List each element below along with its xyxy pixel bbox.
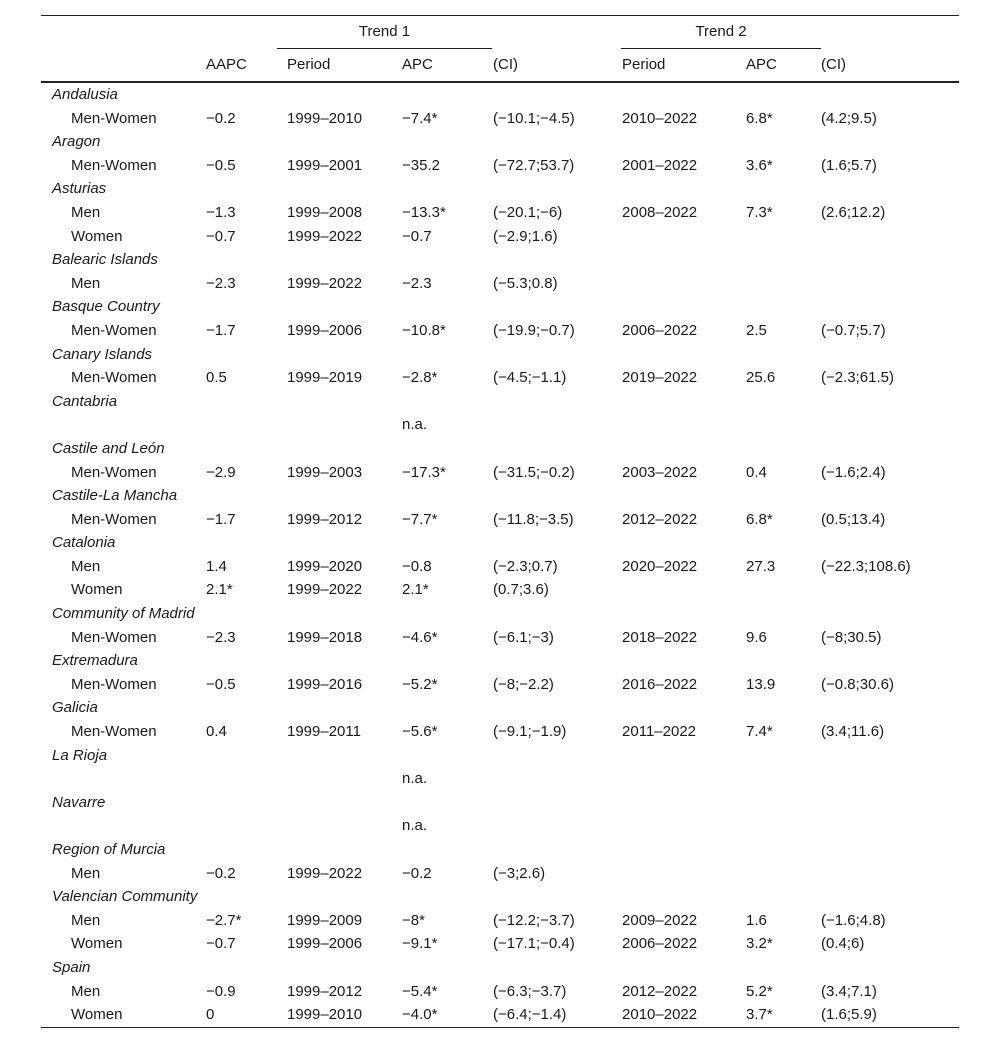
cell-group: Men-Women (71, 463, 157, 481)
cell-apc-2: 6.8* (746, 109, 773, 127)
col-header-aapc: AAPC (196, 49, 277, 82)
cell-apc-1: −9.1* (402, 935, 438, 953)
cell-apc-2: 7.4* (746, 723, 773, 741)
column-header-row (41, 49, 959, 82)
cell-aapc: 2.1* (206, 581, 233, 599)
cell-group (41, 413, 196, 437)
cell-apc-2: 6.8* (746, 510, 773, 528)
cell-ci-2 (821, 578, 959, 602)
cell-period-2: 2016–2022 (622, 675, 698, 693)
cell-period-2 (621, 413, 746, 437)
cell-apc-2: 3.7* (746, 1003, 821, 1027)
cell-period-2: 2019–2022 (622, 369, 698, 387)
cell-period-1: 1999–2006 (287, 321, 363, 339)
region-label: Navarre (52, 793, 106, 811)
region-row (41, 696, 959, 720)
cell-period-1 (277, 413, 402, 437)
cell-apc-1: −2.3 (402, 274, 432, 292)
cell-ci-2 (821, 862, 959, 886)
cell-group: Men (71, 557, 101, 575)
cell-ci-2 (821, 413, 959, 437)
cell-aapc: −0.5 (206, 156, 236, 174)
col-header-apc-2: APC (746, 49, 821, 82)
cell-period-2: 2020–2022 (622, 557, 698, 575)
cell-apc-1: −0.8 (402, 557, 432, 575)
cell-apc-1: −7.7* (402, 510, 438, 528)
region-row (41, 295, 959, 319)
cell-ci-2 (821, 225, 959, 249)
cell-apc-1: −4.0* (402, 1003, 492, 1027)
cell-group: Men (71, 911, 101, 929)
region-row (41, 130, 959, 154)
cell-ci-2: (4.2;9.5) (821, 109, 877, 127)
cell-period-2 (621, 814, 746, 838)
cell-ci-1: (−19.9;−0.7) (493, 321, 575, 339)
cell-apc-2 (746, 413, 821, 437)
cell-group: Men-Women (71, 675, 157, 693)
cell-ci-1: (0.7;3.6) (493, 581, 549, 599)
cell-group: Women (71, 227, 123, 245)
cell-ci-2: (3.4;11.6) (821, 723, 885, 741)
table-row (41, 720, 959, 744)
cell-aapc: −0.5 (206, 675, 236, 693)
cell-group: Men-Women (71, 510, 157, 528)
region-row (41, 838, 959, 862)
region-label: Balearic Islands (52, 251, 158, 269)
region-row (41, 437, 959, 461)
cell-group: Men-Women (71, 369, 157, 387)
cell-period-1: 1999–2016 (287, 675, 363, 693)
cell-ci-2: (−2.3;61.5) (821, 369, 894, 387)
table-row (41, 626, 959, 650)
table-row (41, 461, 959, 485)
cell-period-2 (621, 272, 746, 296)
cell-ci-2: (−1.6;4.8) (821, 911, 886, 929)
cell-period-2: 2012–2022 (622, 510, 698, 528)
region-label: Castile-La Mancha (52, 487, 178, 505)
cell-group: Men (71, 864, 101, 882)
cell-ci-2: (−8;30.5) (821, 628, 882, 646)
cell-ci-1: (−12.2;−3.7) (493, 911, 575, 929)
cell-period-2: 2010–2022 (621, 1003, 746, 1027)
cell-period-2: 2012–2022 (622, 982, 698, 1000)
table-row (41, 201, 959, 225)
cell-apc-1: −8* (402, 911, 425, 929)
cell-ci-1: (−8;−2.2) (493, 675, 554, 693)
cell-apc-2: 7.3* (746, 203, 773, 221)
region-row (41, 248, 959, 272)
cell-group: Men-Women (71, 628, 157, 646)
cell-ci-1: (−6.4;−1.4) (492, 1003, 621, 1027)
region-row (41, 484, 959, 508)
region-row (41, 744, 959, 768)
cell-group (41, 767, 196, 791)
cell-period-2: 2006–2022 (622, 935, 698, 953)
region-row (41, 177, 959, 201)
col-header-period-2: Period (621, 49, 746, 82)
cell-aapc: −0.7 (206, 227, 236, 245)
col-header-ci-2: (CI) (821, 49, 959, 82)
table-row (41, 862, 959, 886)
cell-aapc: 1.4 (206, 557, 227, 575)
region-row (41, 649, 959, 673)
cell-period-2 (621, 767, 746, 791)
cell-aapc: −0.2 (206, 864, 236, 882)
cell-aapc: −1.7 (206, 321, 236, 339)
cell-apc-2: 3.2* (746, 935, 773, 953)
cell-apc-1: −2.8* (402, 369, 438, 387)
cell-ci-1: (−11.8;−3.5) (493, 510, 574, 528)
table-row (41, 555, 959, 579)
cell-apc-1: −10.8* (402, 321, 446, 339)
table-row (41, 909, 959, 933)
table-body (41, 82, 959, 1027)
table-row (41, 932, 959, 956)
cell-apc-1: −5.6* (402, 723, 438, 741)
table-row (41, 1003, 959, 1027)
region-row (41, 343, 959, 367)
cell-apc-2: 2.5 (746, 321, 767, 339)
col-header-label (41, 49, 196, 82)
cell-apc-2: 25.6 (746, 369, 776, 387)
cell-period-2: 2009–2022 (622, 911, 698, 929)
cell-aapc: −2.9 (206, 463, 236, 481)
cell-ci-2: (2.6;12.2) (821, 203, 886, 221)
cell-apc-2 (746, 814, 821, 838)
cell-period-1: 1999–2022 (287, 227, 363, 245)
cell-ci-1: (−3;2.6) (493, 864, 546, 882)
cell-period-1: 1999–2012 (287, 982, 363, 1000)
cell-aapc: −2.3 (206, 274, 236, 292)
region-label: Region of Murcia (52, 841, 166, 858)
cell-apc-2: 3.6* (746, 156, 773, 174)
cell-period-1: 1999–2012 (287, 510, 363, 528)
cell-apc-2 (746, 862, 821, 886)
cell-apc-1: −5.4* (402, 982, 438, 1000)
table-row (41, 508, 959, 532)
table-row (41, 225, 959, 249)
cell-period-1 (277, 814, 402, 838)
cell-aapc: −0.7 (206, 935, 236, 953)
cell-apc-2 (746, 272, 821, 296)
cell-group: Women (71, 581, 123, 599)
cell-group: Men-Women (71, 321, 157, 339)
col-header-apc-1: APC (402, 49, 492, 82)
cell-ci-2 (821, 814, 959, 838)
cell-apc-1: −5.2* (402, 675, 438, 693)
cell-apc-1: n.a. (402, 817, 428, 835)
region-label: Catalonia (52, 534, 116, 552)
cell-ci-2: (3.4;7.1) (821, 982, 877, 1000)
cell-ci-1: (−2.9;1.6) (493, 227, 558, 245)
cell-apc-2: 27.3 (746, 557, 776, 575)
region-label: Cantabria (52, 392, 118, 410)
results-table-container (41, 15, 959, 1028)
cell-aapc: −0.2 (206, 109, 236, 127)
cell-period-1: 1999–2006 (287, 935, 363, 953)
cell-aapc: −2.7* (206, 911, 242, 929)
cell-apc-2 (746, 578, 821, 602)
region-row (41, 956, 959, 980)
region-label: Aragon (52, 133, 101, 151)
table-row (41, 319, 959, 343)
cell-apc-2: 5.2* (746, 982, 773, 1000)
cell-ci-2: (−1.6;2.4) (821, 463, 886, 481)
region-row (41, 602, 959, 626)
cell-aapc: −2.3 (206, 628, 236, 646)
cell-ci-2: (1.6;5.9) (821, 1003, 959, 1027)
region-label: Castile and León (52, 439, 165, 457)
cell-aapc (196, 413, 277, 437)
region-label: Spain (52, 958, 91, 976)
cell-ci-1: (−6.1;−3) (493, 628, 554, 646)
region-label: Canary Islands (52, 345, 153, 363)
table-row (41, 578, 959, 602)
cell-aapc (196, 767, 277, 791)
cell-period-2: 2011–2022 (622, 723, 696, 741)
cell-group: Men (71, 203, 101, 221)
cell-apc-2: 9.6 (746, 628, 767, 646)
cell-ci-1: (−6.3;−3.7) (493, 982, 567, 1000)
cell-period-1: 1999–2018 (287, 628, 363, 646)
table-row (41, 980, 959, 1004)
cell-period-2 (621, 862, 746, 886)
trend1-header: Trend 1 (277, 16, 492, 49)
cell-apc-1: −35.2 (402, 156, 440, 174)
cell-apc-1: n.a. (402, 770, 428, 788)
cell-ci-1: (−10.1;−4.5) (493, 109, 575, 127)
region-label: Galicia (52, 699, 98, 717)
cell-aapc: 0.4 (206, 723, 227, 741)
cell-ci-1: (−20.1;−6) (493, 203, 563, 221)
cell-ci-1: (−17.1;−0.4) (493, 935, 575, 953)
cell-period-1: 1999–2022 (287, 581, 363, 599)
cell-period-2: 2010–2022 (622, 109, 698, 127)
cell-ci-1: (−72.7;53.7) (493, 156, 575, 174)
cell-apc-1: n.a. (402, 416, 428, 434)
cell-apc-1: −0.7 (402, 227, 432, 245)
cell-aapc: −0.9 (206, 982, 236, 1000)
cell-apc-2: 1.6 (746, 911, 767, 929)
cell-period-1: 1999–2022 (287, 274, 363, 292)
cell-ci-2: (0.4;6) (821, 935, 865, 953)
cell-group: Men (71, 982, 101, 1000)
cell-ci-1 (492, 413, 621, 437)
cell-group: Men (71, 274, 101, 292)
cell-ci-2: (0.5;13.4) (821, 510, 886, 528)
cell-group: Men-Women (71, 156, 157, 174)
region-label: Community of Madrid (52, 605, 195, 623)
cell-ci-1: (−9.1;−1.9) (493, 723, 567, 741)
cell-period-2: 2006–2022 (622, 321, 698, 339)
cell-ci-1: (−2.3;0.7) (493, 557, 558, 575)
cell-group (41, 814, 196, 838)
cell-apc-1: −17.3* (402, 463, 446, 481)
cell-ci-1: (−31.5;−0.2) (493, 463, 575, 481)
trend2-header: Trend 2 (621, 16, 821, 49)
cell-aapc: 0 (196, 1003, 277, 1027)
cell-apc-2: 0.4 (746, 463, 767, 481)
region-label: Basque Country (52, 298, 160, 316)
cell-apc-1: −7.4* (402, 109, 438, 127)
region-row (41, 791, 959, 815)
results-table (41, 15, 959, 1028)
cell-period-1: 1999–2001 (287, 156, 363, 174)
cell-aapc: −1.3 (206, 203, 236, 221)
cell-period-2: 2001–2022 (622, 156, 698, 174)
cell-group: Women (41, 1003, 196, 1027)
region-row (41, 885, 959, 909)
cell-ci-2: (−22.3;108.6) (821, 557, 911, 575)
cell-ci-2: (−0.8;30.6) (821, 675, 894, 693)
cell-period-1: 1999–2011 (287, 723, 361, 741)
cell-period-1: 1999–2008 (287, 203, 363, 221)
cell-period-2: 2018–2022 (622, 628, 698, 646)
cell-aapc: −1.7 (206, 510, 236, 528)
trend-header-row (41, 16, 959, 50)
table-row (41, 107, 959, 131)
cell-ci-1 (492, 814, 621, 838)
col-header-period-1: Period (277, 49, 402, 82)
table-row (41, 767, 959, 791)
cell-ci-2 (821, 272, 959, 296)
cell-period-1: 1999–2019 (287, 369, 363, 387)
region-row (41, 390, 959, 414)
cell-ci-1: (−4.5;−1.1) (493, 369, 567, 387)
region-label: Asturias (52, 180, 107, 198)
cell-apc-1: −4.6* (402, 628, 438, 646)
table-row (41, 366, 959, 390)
cell-period-1: 1999–2010 (287, 109, 363, 127)
col-header-ci-1: (CI) (492, 49, 621, 82)
cell-period-2 (621, 578, 746, 602)
cell-aapc (196, 814, 277, 838)
cell-apc-2: 13.9 (746, 675, 776, 693)
cell-period-2 (621, 225, 746, 249)
cell-period-1: 1999–2003 (287, 463, 363, 481)
cell-period-1: 1999–2009 (287, 911, 363, 929)
table-row (41, 413, 959, 437)
cell-period-2: 2008–2022 (622, 203, 698, 221)
region-label: Andalusia (52, 86, 118, 103)
cell-group: Men-Women (71, 109, 157, 127)
cell-period-1: 1999–2022 (287, 864, 363, 882)
cell-aapc: 0.5 (206, 369, 227, 387)
cell-ci-2: (−0.7;5.7) (821, 321, 886, 339)
cell-period-1: 1999–2020 (287, 557, 363, 575)
region-label: Valencian Community (52, 888, 198, 906)
cell-ci-1 (492, 767, 621, 791)
cell-group: Women (71, 935, 123, 953)
cell-ci-1: (−5.3;0.8) (493, 274, 558, 292)
table-row (41, 154, 959, 178)
cell-apc-1: −13.3* (402, 203, 446, 221)
cell-ci-2 (821, 767, 959, 791)
table-row (41, 272, 959, 296)
table-row (41, 673, 959, 697)
table-row (41, 814, 959, 838)
region-row (41, 531, 959, 555)
cell-period-1: 1999–2010 (277, 1003, 402, 1027)
cell-apc-2 (746, 225, 821, 249)
cell-group: Men-Women (71, 723, 157, 741)
region-row (41, 82, 959, 107)
region-label: La Rioja (52, 746, 108, 764)
cell-apc-1: 2.1* (402, 581, 429, 599)
region-label: Extremadura (52, 652, 138, 670)
cell-period-2: 2003–2022 (622, 463, 698, 481)
cell-apc-1: −0.2 (402, 864, 432, 882)
cell-ci-2: (1.6;5.7) (821, 156, 877, 174)
cell-apc-2 (746, 767, 821, 791)
cell-period-1 (277, 767, 402, 791)
